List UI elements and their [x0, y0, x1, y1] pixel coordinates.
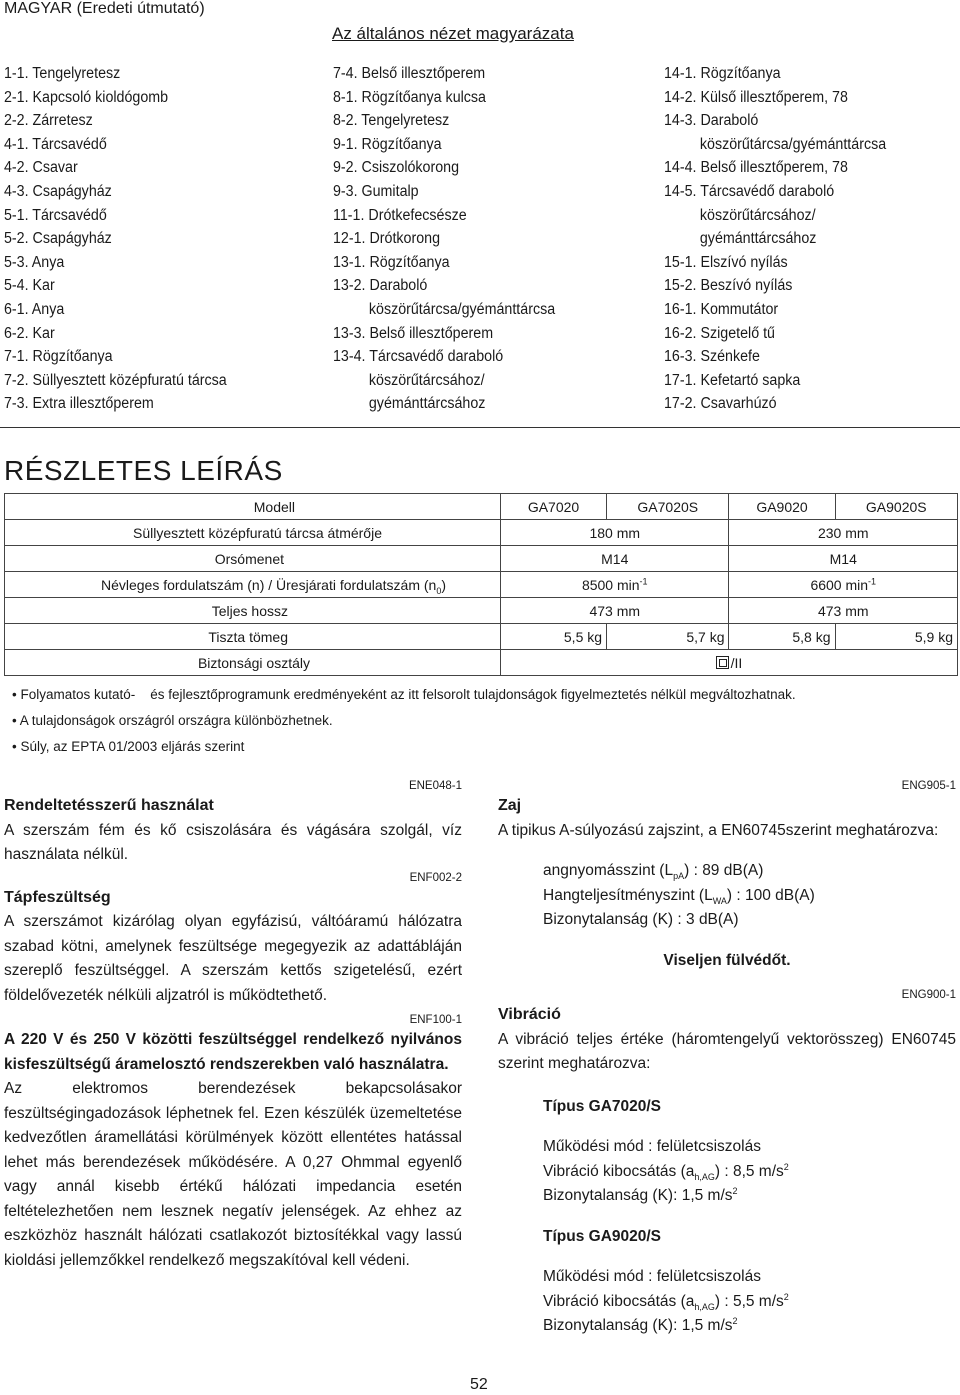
legend-column-3 — [664, 62, 886, 416]
voltage-fluctuation-text: Az elektromos berendezések bekapcsolásakor feszültségingadozások léphetnek fel. Ezen készülék üzemeltetése kedvezőtlen áramellátási körülmények között ellentétes hatással lehet más berendezések működésére. A 0,27 Ohmmal egyenlő vagy annál kisebb értékű hálózati impedancia esetén feltételezhetően nem lesznek negatív jelenségek. Az ehhez az eszközhöz használt hálózati csatlakozót biztosítékkal vagy lassú kioldási jellemzőkkel rendelkező megszakítóval kell védeni. — [4, 1080, 462, 1269]
right-column — [498, 778, 956, 1339]
vibration-text: A vibráció teljes értéke (háromtengelyű vektorösszeg) EN60745 szerint meghatározva: — [498, 1030, 956, 1072]
legend-item: 5-4. Kar — [4, 277, 55, 295]
legend-column-1 — [4, 62, 227, 416]
note-item: • Súly, az EPTA 01/2003 eljárás szerint — [12, 734, 796, 760]
speed-exponent: -1 — [868, 575, 877, 586]
legend-item: 17-1. Kefetartó sapka — [664, 371, 801, 389]
legend-item: 7-1. Rögzítőanya — [4, 348, 113, 366]
doc-code: ENF002-2 — [409, 871, 462, 884]
model-cell: GA9020S — [835, 494, 957, 520]
noise-power — [543, 884, 956, 909]
spec-notes — [12, 682, 796, 760]
legend-item: 4-1. Tárcsavédő — [4, 135, 107, 153]
legend-item: 14-2. Külső illesztőperem, 78 — [664, 88, 848, 106]
section-divider — [0, 427, 960, 428]
legend-item: 13-3. Belső illesztőperem — [333, 324, 494, 342]
legend-item: 12-1. Drótkorong — [333, 230, 441, 248]
left-column — [4, 778, 462, 1273]
vibration-emission-text: Vibráció kibocsátás (a — [543, 1292, 695, 1310]
safety-class-label: Biztonsági osztály — [5, 650, 501, 676]
vibration-emission-sub: h,AG — [694, 1171, 715, 1182]
legend-item: 2-1. Kapcsoló kioldógomb — [4, 88, 169, 106]
note-item: • A tulajdonságok országról országra különbözhetnek. — [12, 708, 796, 734]
table-row — [5, 624, 958, 650]
intended-use-text: A szerszám fém és kő csiszolására és vágására szolgál, víz használata nélkül. — [4, 821, 462, 863]
note-item: • Folyamatos kutató- és fejlesztőprogramunk eredményeként az itt felsorolt tulajdonságok figyelmeztetés nélkül megváltozhatnak. — [12, 682, 796, 708]
legend-item: 7-4. Belső illesztőperem — [333, 65, 486, 82]
legend-item: 13-2. Daraboló — [333, 277, 428, 295]
noise-power-text: Hangteljesítményszint (L — [543, 886, 713, 904]
legend-item: 6-2. Kar — [4, 324, 55, 342]
noise-pressure — [543, 859, 956, 884]
model-label: Modell — [5, 494, 501, 520]
unit-exponent: 2 — [783, 1291, 789, 1302]
legend-item: 14-3. Daraboló — [664, 112, 759, 130]
legend-item: 7-2. Süllyesztett középfuratú tárcsa — [4, 371, 227, 389]
speed-label-text: Névleges fordulatszám (n) / Üresjárati fordulatszám (n — [100, 576, 437, 593]
legend-item: 9-1. Rögzítőanya — [333, 135, 442, 153]
noise-heading: Zaj — [498, 797, 522, 814]
vibration-emission-sub: h,AG — [694, 1301, 715, 1312]
weight-cell: 5,7 kg — [607, 624, 729, 650]
legend-column-2 — [333, 62, 555, 416]
language-header: MAGYAR (Eredeti útmutató) — [4, 0, 205, 17]
public-network-text: A 220 V és 250 V közötti feszültséggel rendelkező nyilvános kisfeszültségű áramelosztó rendszerekben való használatra. — [4, 1031, 462, 1073]
legend-item: gyémánttárcsához — [699, 230, 817, 248]
spindle-cell: M14 — [501, 546, 729, 572]
diameter-cell: 230 mm — [729, 520, 958, 546]
table-row — [5, 650, 958, 676]
weight-cell: 5,5 kg — [501, 624, 607, 650]
legend-item: 11-1. Drótkefecsésze — [333, 206, 467, 224]
power-supply-text: A szerszámot kizárólag olyan egyfázisú, váltóáramú hálózatra szabad kötni, amelynek feszültsége megegyezik az adattábláján szereplő feszültséggel. A szerszám kettős szigetelésű, ezért földelővezeték nélküli aljzatról is működtethető. — [4, 913, 462, 1004]
vibration-emission — [543, 1290, 956, 1315]
legend-item: 4-2. Csavar — [4, 159, 78, 177]
noise-pressure-value: ) : 89 dB(A) — [684, 862, 764, 879]
specifications-table — [4, 493, 958, 676]
legend-item: 13-4. Tárcsavédő daraboló — [333, 348, 504, 366]
noise-uncertainty: Bizonytalanság (K) : 3 dB(A) — [543, 911, 739, 928]
weight-cell: 5,8 kg — [729, 624, 835, 650]
table-row — [5, 520, 958, 546]
model-cell: GA7020 — [501, 494, 607, 520]
legend-item: gyémánttárcsához — [368, 395, 486, 413]
table-row — [5, 598, 958, 624]
doc-code: ENG900-1 — [901, 989, 956, 1001]
noise-pressure-sub: pA — [673, 871, 685, 882]
noise-values — [498, 859, 956, 933]
unit-exponent: 2 — [732, 1315, 738, 1326]
noise-pressure-text: angnyomásszint (L — [543, 862, 674, 879]
legend-title: Az általános nézet magyarázata — [332, 24, 574, 43]
unit-exponent: 2 — [732, 1185, 738, 1196]
diameter-label: Süllyesztett középfuratú tárcsa átmérője — [5, 520, 501, 546]
legend-item: 7-3. Extra illesztőperem — [4, 395, 154, 413]
speed-cell — [501, 572, 729, 598]
speed-label-close: ) — [441, 576, 446, 593]
legend-item: 16-3. Szénkefe — [664, 348, 760, 366]
safety-class-value: /II — [730, 654, 743, 671]
legend-item: 5-3. Anya — [4, 253, 65, 271]
speed-value: 8500 min — [581, 576, 640, 593]
vibration-emission — [543, 1160, 956, 1185]
unit-exponent: 2 — [783, 1161, 789, 1172]
vibration-emission-value: ) : 5,5 m/s — [714, 1292, 784, 1310]
legend-item: 17-2. Csavarhúzó — [664, 395, 777, 413]
safety-class-cell — [501, 650, 958, 676]
vibration-heading: Vibráció — [498, 1006, 561, 1023]
legend-item: 15-1. Elszívó nyílás — [664, 253, 788, 271]
doc-code: ENE048-1 — [408, 780, 462, 792]
table-row — [5, 546, 958, 572]
legend-item: 8-2. Tengelyretesz — [333, 112, 450, 130]
legend-item: 5-1. Tárcsavédő — [4, 206, 107, 224]
vibration-uncertainty — [543, 1184, 956, 1209]
vibration-emission-text: Vibráció kibocsátás (a — [543, 1162, 695, 1180]
doc-code: ENF100-1 — [409, 1014, 462, 1026]
table-row — [5, 494, 958, 520]
power-supply-heading: Tápfeszültség — [4, 888, 111, 906]
legend-item: 16-1. Kommutátor — [664, 300, 779, 318]
type-heading: Típus GA7020/S — [543, 1097, 662, 1115]
model-cell: GA9020 — [729, 494, 835, 520]
legend-item: 16-2. Szigetelő tű — [664, 324, 775, 342]
legend-item: köszörűtárcsához/ — [368, 371, 485, 389]
legend-item: 13-1. Rögzítőanya — [333, 253, 450, 271]
vibration-uncertainty — [543, 1314, 956, 1339]
type-heading: Típus GA9020/S — [543, 1227, 662, 1245]
legend-item: 14-1. Rögzítőanya — [664, 65, 781, 82]
legend-item: 4-3. Csapágyház — [4, 182, 112, 200]
legend-item: 5-2. Csapágyház — [4, 230, 112, 248]
length-cell: 473 mm — [501, 598, 729, 624]
noise-power-value: ) : 100 dB(A) — [726, 886, 815, 904]
spindle-cell: M14 — [729, 546, 958, 572]
intended-use-heading: Rendeltetésszerű használat — [4, 797, 214, 814]
table-row — [5, 572, 958, 598]
model-cell: GA7020S — [607, 494, 729, 520]
legend-item: 6-1. Anya — [4, 300, 65, 318]
vibration-uncertainty-text: Bizonytalanság (K): 1,5 m/s — [543, 1187, 733, 1204]
speed-label-sub: 0 — [436, 585, 442, 596]
vibration-ga7020 — [498, 1095, 956, 1339]
page-number: 52 — [470, 1376, 488, 1393]
weight-label: Tiszta tömeg — [5, 624, 501, 650]
legend-item: 9-3. Gumitalp — [333, 182, 419, 200]
doc-code: ENG905-1 — [901, 780, 956, 792]
legend-item: 15-2. Beszívó nyílás — [664, 277, 793, 295]
speed-cell — [729, 572, 958, 598]
ear-protection-warning: Viseljen fülvédőt. — [663, 951, 791, 969]
weight-cell: 5,9 kg — [835, 624, 957, 650]
legend-item: 14-5. Tárcsavédő daraboló — [664, 182, 835, 200]
spindle-label: Orsómenet — [5, 546, 501, 572]
working-mode: Működési mód : felületcsiszolás — [543, 1138, 761, 1155]
legend-item: 14-4. Belső illesztőperem, 78 — [664, 159, 848, 177]
vibration-emission-value: ) : 8,5 m/s — [714, 1162, 784, 1180]
length-label: Teljes hossz — [5, 598, 501, 624]
speed-label — [5, 572, 501, 598]
working-mode: Működési mód : felületcsiszolás — [543, 1268, 761, 1285]
legend-item: köszörűtárcsához/ — [699, 206, 816, 224]
speed-value: 6600 min — [810, 576, 869, 593]
legend-item: 1-1. Tengelyretesz — [4, 65, 121, 82]
speed-exponent: -1 — [639, 575, 648, 586]
legend-item: köszörűtárcsa/gyémánttárcsa — [368, 300, 556, 318]
legend-item: köszörűtárcsa/gyémánttárcsa — [699, 135, 887, 153]
legend-item: 8-1. Rögzítőanya kulcsa — [333, 88, 486, 106]
legend-item: 9-2. Csiszolókorong — [333, 159, 460, 177]
vibration-uncertainty-text: Bizonytalanság (K): 1,5 m/s — [543, 1317, 733, 1334]
legend-item: 2-2. Zárretesz — [4, 112, 93, 130]
noise-power-sub: WA — [712, 895, 727, 906]
double-insulation-icon — [716, 656, 729, 669]
length-cell: 473 mm — [729, 598, 958, 624]
diameter-cell: 180 mm — [501, 520, 729, 546]
specifications-title: RÉSZLETES LEÍRÁS — [4, 455, 283, 486]
noise-text: A tipikus A-súlyozású zajszint, a EN60745szerint meghatározva: — [498, 821, 939, 839]
